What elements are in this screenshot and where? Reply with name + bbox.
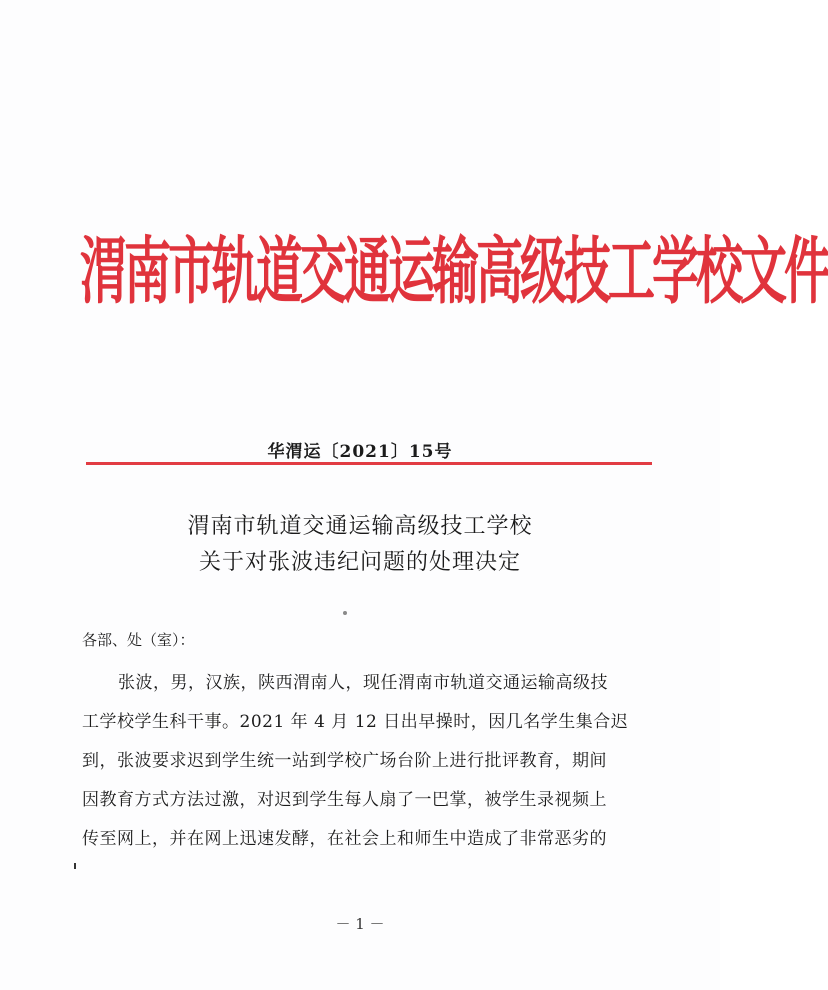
body-line: 到，张波要求迟到学生统一站到学校广场台阶上进行批评教育，期间	[82, 751, 607, 771]
red-header-title: 渭南市轨道交通运输高级技工学校文件	[80, 229, 828, 316]
body-line: 传至网上，并在网上迅速发酵，在社会上和师生中造成了非常恶劣的	[82, 829, 607, 849]
scan-speck	[343, 611, 347, 615]
page-number: － 1 －	[335, 915, 385, 933]
body-line: 工学校学生科干事。2021 年 4 月 12 日出早操时，因几名学生集合迟	[82, 712, 629, 732]
body-line: 因教育方式方法过激，对迟到学生每人扇了一巴掌，被学生录视频上	[82, 790, 607, 810]
body-line: 张波，男，汉族，陕西渭南人，现任渭南市轨道交通运输高级技	[118, 673, 608, 693]
document-title-line-2: 关于对张波违纪问题的处理决定	[198, 550, 521, 575]
red-divider-line	[86, 462, 652, 465]
scan-mark	[74, 863, 76, 869]
document-number: 华渭运〔2021〕15号	[267, 442, 453, 462]
document-title-line-1: 渭南市轨道交通运输高级技工学校	[187, 514, 533, 539]
addressee: 各部、处（室）：	[82, 631, 195, 649]
